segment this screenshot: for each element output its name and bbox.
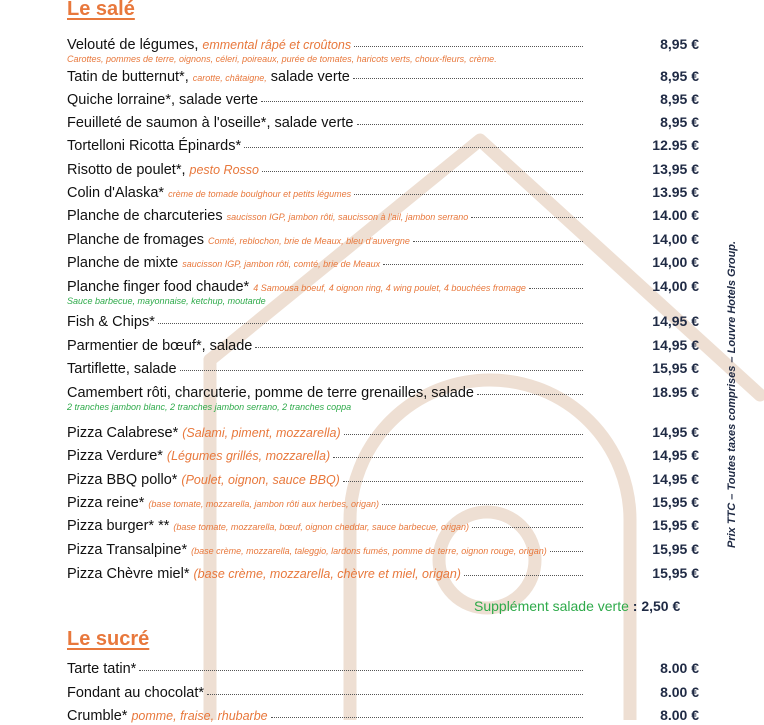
menu-item <box>67 384 699 412</box>
item-subtext: Sauce barbecue, mayonnaise, ketchup, moutarde <box>67 296 266 306</box>
dot-leader <box>271 717 583 718</box>
item-price: 14,95 € <box>652 471 699 487</box>
item-name: Pizza reine* <box>67 495 145 511</box>
menu-item <box>67 91 699 109</box>
menu-item <box>67 114 699 132</box>
item-name: Planche finger food chaude* <box>67 279 250 295</box>
item-description: 4 Samousa boeuf, 4 oignon ring, 4 wing poulet, 4 bouchées fromage <box>253 283 526 293</box>
section-title-sale: Le salé <box>67 0 135 20</box>
dot-leader <box>413 241 583 242</box>
menu-item <box>67 494 699 512</box>
dot-leader <box>343 481 583 482</box>
menu-item <box>67 278 699 306</box>
menu-item <box>67 137 699 155</box>
menu-item <box>67 471 699 489</box>
item-description: carotte, châtaigne, <box>192 73 267 83</box>
menu-item <box>67 161 699 179</box>
item-price: 14,00 € <box>652 278 699 294</box>
item-description: (Poulet, oignon, sauce BBQ) <box>181 473 340 487</box>
dot-leader <box>207 694 583 695</box>
menu-item <box>67 254 699 272</box>
item-price: 8.00 € <box>660 684 699 700</box>
item-price: 8,95 € <box>660 114 699 130</box>
item-price: 13.95 € <box>652 184 699 200</box>
item-price: 15,95 € <box>652 517 699 533</box>
item-price: 8,95 € <box>660 91 699 107</box>
item-name: Pizza BBQ pollo* <box>67 472 178 488</box>
item-price: 15,95 € <box>652 494 699 510</box>
item-name: Pizza burger* ** <box>67 518 170 534</box>
dot-leader <box>139 670 583 671</box>
item-name: Pizza Chèvre miel* <box>67 566 190 582</box>
item-name: Crumble* <box>67 708 128 724</box>
item-description: (Salami, piment, mozzarella) <box>182 426 341 440</box>
item-name: Fish & Chips* <box>67 314 155 330</box>
item-price: 14,95 € <box>652 447 699 463</box>
supplement-line <box>474 598 680 614</box>
menu-item <box>67 707 699 725</box>
item-price: 15,95 € <box>652 541 699 557</box>
item-name: Pizza Transalpine* <box>67 542 188 558</box>
item-name: Pizza Calabrese* <box>67 425 179 441</box>
supplement-label: Supplément salade verte <box>474 598 629 614</box>
dot-leader <box>357 124 584 125</box>
dot-leader <box>354 194 583 195</box>
item-name: Camembert rôti, charcuterie, pomme de terre grenailles, salade <box>67 385 474 401</box>
dot-leader <box>353 78 583 79</box>
dot-leader <box>550 551 583 552</box>
menu-item <box>67 684 699 702</box>
dot-leader <box>472 527 583 528</box>
item-name: Planche de charcuteries <box>67 208 223 224</box>
item-price: 14,95 € <box>652 313 699 329</box>
menu-item <box>67 184 699 202</box>
item-price: 14,95 € <box>652 424 699 440</box>
section-title-sucre: Le sucré <box>67 628 150 650</box>
item-description: crème de tomade boulghour et petits légumes <box>168 189 352 199</box>
dot-leader <box>477 394 583 395</box>
item-description: Comté, reblochon, brie de Meaux, bleu d'auvergne <box>208 236 410 246</box>
dot-leader <box>333 457 583 458</box>
item-suffix: salade verte <box>270 69 350 85</box>
menu-item <box>67 231 699 249</box>
item-price: 14,00 € <box>652 254 699 270</box>
dot-leader <box>383 264 583 265</box>
item-name: Quiche lorraine*, salade verte <box>67 92 259 108</box>
menu-item <box>67 337 699 355</box>
dot-leader <box>262 171 583 172</box>
item-name: Planche de mixte <box>67 255 179 271</box>
menu-item <box>67 565 699 583</box>
dot-leader <box>354 46 583 47</box>
dot-leader <box>529 288 583 289</box>
dot-leader <box>471 217 583 218</box>
item-name: Tarte tatin* <box>67 661 137 677</box>
item-price: 14,00 € <box>652 231 699 247</box>
item-name: Planche de fromages <box>67 232 205 248</box>
item-price: 14,95 € <box>652 337 699 353</box>
item-description: (base tomate, mozzarella, bœuf, oignon cheddar, sauce barbecue, origan) <box>173 522 470 532</box>
item-name: Tatin de butternut*, <box>67 69 189 85</box>
item-name: Fondant au chocolat* <box>67 685 205 701</box>
item-name: Pizza Verdure* <box>67 448 163 464</box>
item-name: Tortelloni Ricotta Épinards* <box>67 138 242 154</box>
item-price: 14.00 € <box>652 207 699 223</box>
item-price: 8,95 € <box>660 36 699 52</box>
item-subtext: Carottes, pommes de terre, oignons, céleri, poireaux, purée de tomates, haricots verts, choux-fleurs, crème. <box>67 54 497 64</box>
item-description: emmental râpé et croûtons <box>202 38 352 52</box>
menu-item <box>67 207 699 225</box>
item-name: Velouté de légumes, <box>67 37 199 53</box>
price-notice: Prix TTC – Toutes taxes comprises – Louvre Hotels Group. <box>726 240 738 548</box>
item-description: pesto Rosso <box>189 163 259 177</box>
dot-leader <box>244 147 583 148</box>
dot-leader <box>255 347 583 348</box>
item-description: (Légumes grillés, mozzarella) <box>166 449 331 463</box>
dot-leader <box>464 575 583 576</box>
item-name: Tartiflette, salade <box>67 361 177 377</box>
menu-item <box>67 541 699 559</box>
item-subtext: 2 tranches jambon blanc, 2 tranches jambon serrano, 2 tranches coppa <box>67 402 352 412</box>
item-name: Colin d'Alaska* <box>67 185 165 201</box>
menu-item <box>67 360 699 378</box>
item-price: 8.00 € <box>660 707 699 723</box>
menu-item <box>67 313 699 331</box>
item-description: (base tomate, mozzarella, jambon rôti aux herbes, origan) <box>148 499 379 509</box>
item-description: (base crème, mozzarella, taleggio, lardons fumés, pomme de terre, oignon rouge, origan) <box>191 546 547 556</box>
item-description: pomme, fraise, rhubarbe <box>131 709 268 723</box>
item-description: saucisson IGP, jambon rôti, saucisson à l'ail, jambon serrano <box>226 212 469 222</box>
item-name: Risotto de poulet*, <box>67 162 186 178</box>
item-description: (base crème, mozzarella, chèvre et miel, origan) <box>193 567 461 581</box>
item-price: 8.00 € <box>660 660 699 676</box>
item-price: 8,95 € <box>660 68 699 84</box>
item-price: 15,95 € <box>652 565 699 581</box>
menu-item <box>67 424 699 442</box>
dot-leader <box>158 323 583 324</box>
menu-item <box>67 447 699 465</box>
dot-leader <box>344 434 583 435</box>
dot-leader <box>261 101 583 102</box>
dot-leader <box>382 504 583 505</box>
item-name: Feuilleté de saumon à l'oseille*, salade verte <box>67 115 354 131</box>
menu-item <box>67 36 699 64</box>
item-price: 13,95 € <box>652 161 699 177</box>
supplement-price: : 2,50 € <box>632 598 681 614</box>
item-price: 12.95 € <box>652 137 699 153</box>
item-description: saucisson IGP, jambon rôti, comté, brie de Meaux <box>182 259 381 269</box>
menu-item <box>67 68 699 86</box>
menu-item <box>67 660 699 678</box>
item-price: 18.95 € <box>652 384 699 400</box>
item-name: Parmentier de bœuf*, salade <box>67 338 253 354</box>
dot-leader <box>180 370 583 371</box>
menu-item <box>67 517 699 535</box>
item-price: 15,95 € <box>652 360 699 376</box>
